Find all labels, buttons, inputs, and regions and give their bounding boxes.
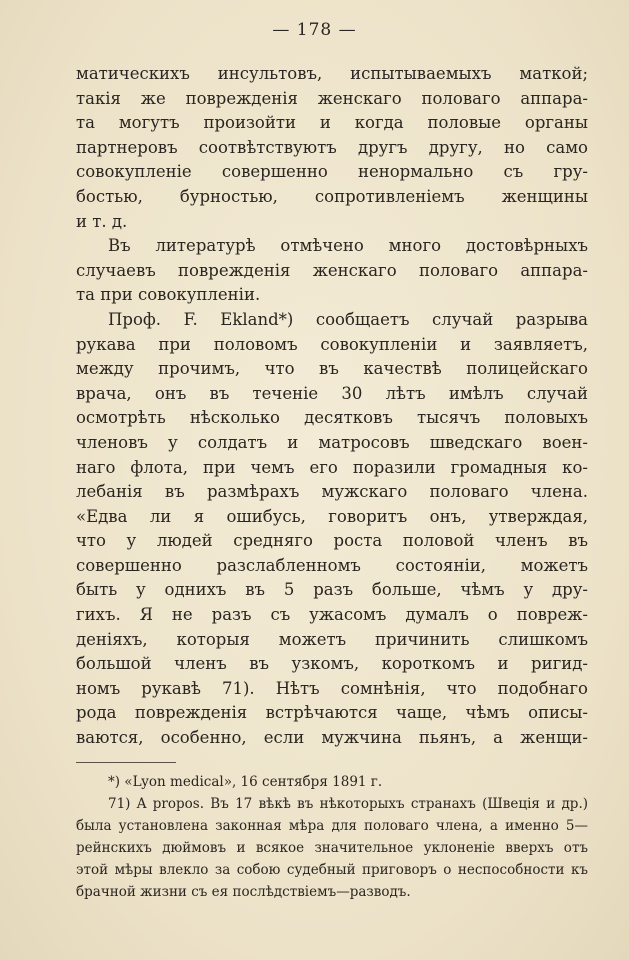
text-line: Проф. F. Ekland*) сообщаетъ случай разрыва <box>108 309 588 329</box>
text-line: случаевъ поврежденія женскаго половаго аппара- <box>76 260 588 280</box>
text-line: та могутъ произойти и когда половые органы <box>76 113 588 133</box>
text-line: номъ рукавѣ 71). Нѣтъ сомнѣнія, что подобнаго <box>76 678 588 698</box>
footnote-line: этой мѣры влекло за собою судебный приговоръ о неспособности къ <box>76 862 588 878</box>
text-line: наго флота, при чемъ его поразили громадныя ко- <box>76 457 588 477</box>
footnote-line: *) «Lyon medical», 16 сентября 1891 г. <box>108 774 383 790</box>
text-line: такія же поврежденія женскаго половаго аппара- <box>76 88 588 108</box>
footnote-line: рейнскихъ дюймовъ и всякое значительное уклоненіе вверхъ отъ <box>76 840 588 856</box>
footnote-line: 71) A propos. Въ 17 вѣкѣ въ нѣкоторыхъ странахъ (Швеція и др.) <box>108 796 588 812</box>
footnotes <box>76 771 588 903</box>
text-line: врача, онъ въ теченіе 30 лѣтъ имѣлъ случай <box>76 383 588 403</box>
page-number: — 178 — <box>272 20 357 40</box>
text-line: быть у однихъ въ 5 разъ больше, чѣмъ у дру- <box>76 580 588 600</box>
text-line: членовъ у солдатъ и матросовъ шведскаго воен- <box>76 432 588 452</box>
text-line: та при совокупленіи. <box>76 285 261 305</box>
text-line: совокупленіе совершенно ненормально съ гру- <box>76 162 588 182</box>
body-text <box>76 62 588 751</box>
text-line: партнеровъ соотвѣтствуютъ другъ другу, но само <box>76 137 588 157</box>
text-line: бостью, бурностью, сопротивленіемъ женщины <box>76 186 588 206</box>
text-line: ваются, особенно, если мужчина пьянъ, а женщи- <box>76 728 588 748</box>
paragraph <box>76 308 588 751</box>
text-line: совершенно разслабленномъ состояніи, можетъ <box>76 555 588 575</box>
text-line: лебанія въ размѣрахъ мужскаго половаго члена. <box>76 482 588 502</box>
text-line: рода поврежденія встрѣчаются чаще, чѣмъ описы- <box>76 703 588 723</box>
paragraph <box>76 62 588 234</box>
text-line: большой членъ въ узкомъ, короткомъ и ригид- <box>76 654 588 674</box>
text-line: «Едва ли я ошибусь, говоритъ онъ, утверждая, <box>76 506 588 526</box>
text-line: и т. д. <box>76 211 128 231</box>
text-line: Въ литературѣ отмѣчено много достовѣрныхъ <box>108 236 588 256</box>
footnote <box>76 793 588 903</box>
text-line: гихъ. Я не разъ съ ужасомъ думалъ о повреж- <box>76 605 588 625</box>
text-line: рукава при половомъ совокупленіи и заявляетъ, <box>76 334 588 354</box>
footnote-divider <box>76 762 176 763</box>
footnote-line: была установлена законная мѣра для половаго члена, а именно 5— <box>76 818 588 834</box>
text-line: осмотрѣть нѣсколько десятковъ тысячъ половыхъ <box>76 408 588 428</box>
paragraph <box>76 234 588 308</box>
text-line: деніяхъ, которыя можетъ причинить слишкомъ <box>76 629 588 649</box>
footnote-line: брачной жизни съ ея послѣдствіемъ—разводъ. <box>76 884 411 900</box>
text-line: матическихъ инсультовъ, испытываемыхъ маткой; <box>76 64 588 83</box>
text-line: между прочимъ, что въ качествѣ полицейскаго <box>76 359 588 379</box>
text-line: что у людей средняго роста половой членъ въ <box>76 531 588 551</box>
footnote <box>76 771 588 793</box>
